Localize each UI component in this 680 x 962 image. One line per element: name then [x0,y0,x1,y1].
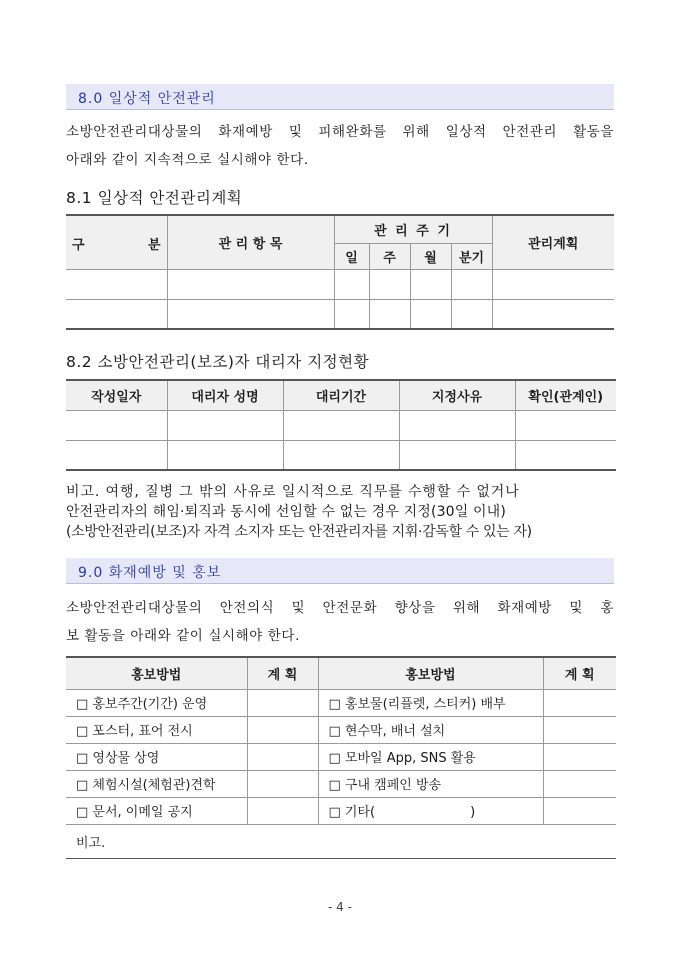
note-line-3: (소방안전관리(보조)자 자격 소지자 또는 안전관리자를 지휘·감독할 수 있는 자) [66,524,532,540]
table-cell[interactable] [334,269,369,299]
plan-cell[interactable] [543,797,616,824]
section-9-0-header [66,558,614,584]
section-8-2-title: 8.2 소방안전관리(보조)자 대리자 지정현황 [66,353,370,371]
table-row [66,269,614,299]
table-row [66,743,616,770]
plan-cell[interactable] [247,716,318,743]
plan-cell[interactable] [247,743,318,770]
table-cell[interactable] [451,299,492,329]
table-cell[interactable] [492,299,614,329]
table-cell[interactable] [167,269,334,299]
promo-item-right[interactable]: □ 기타( ) [318,797,543,824]
promo-item-left[interactable]: □ 영상물 상영 [66,743,247,770]
header-cycle-month: 월 [410,243,451,269]
deputy-designation-table [66,379,616,471]
table-cell[interactable] [66,299,167,329]
header-confirm: 확인(관계인) [515,380,616,410]
plan-cell[interactable] [247,797,318,824]
section-9-0-title: 9.0 화재예방 및 홍보 [78,565,222,581]
table-cell[interactable] [66,410,167,440]
plan-cell[interactable] [543,716,616,743]
section-8-0-header [66,84,614,110]
table-cell[interactable] [167,410,283,440]
table-cell[interactable] [283,440,399,470]
header-cycle-week: 주 [369,243,410,269]
section-9-0-line-1: 소방안전관리대상물의 안전의식 및 안전문화 향상을 위해 화재예방 및 홍 [66,600,614,616]
table-cell[interactable] [515,410,616,440]
header-gubun-right: 분 [147,238,161,253]
promo-note[interactable]: 비고. [66,824,616,858]
header-plan-right: 계 획 [543,657,616,689]
section-8-0-paragraph [66,118,614,174]
note-line-2: 안전관리자의 해임·퇴직과 동시에 선임할 수 없는 경우 지정(30일 이내) [66,504,506,520]
promo-item-right[interactable]: □ 홍보물(리플렛, 스티커) 배부 [318,689,543,716]
table-cell[interactable] [334,299,369,329]
header-deputy-name: 대리자 성명 [167,380,283,410]
table-cell[interactable] [410,269,451,299]
table-cell[interactable] [492,269,614,299]
plan-cell[interactable] [543,689,616,716]
promo-item-left[interactable]: □ 문서, 이메일 공지 [66,797,247,824]
plan-cell[interactable] [543,743,616,770]
table-row [66,689,616,716]
table-cell[interactable] [66,269,167,299]
section-9-0-line-2: 보 활동을 아래와 같이 실시해야 한다. [66,628,300,644]
header-method-right: 홍보방법 [318,657,543,689]
page-number: - 4 - [328,900,352,914]
section-9-0-paragraph [66,594,614,650]
table-cell[interactable] [369,269,410,299]
table-cell[interactable] [410,299,451,329]
header-plan-left: 계 획 [247,657,318,689]
header-cycle-day: 일 [334,243,369,269]
promotion-plan-table [66,656,616,859]
promo-item-left[interactable]: □ 포스터, 표어 전시 [66,716,247,743]
plan-cell[interactable] [247,770,318,797]
table-row [66,770,616,797]
table-cell[interactable] [369,299,410,329]
header-gubun-left: 구 [72,238,85,253]
table-row [66,410,616,440]
header-reason: 지정사유 [399,380,515,410]
daily-safety-plan-table [66,214,614,330]
section-8-1-title: 8.1 일상적 안전관리계획 [66,189,243,207]
section-8-2-note [66,482,614,542]
header-method-left: 홍보방법 [66,657,247,689]
table-row [66,797,616,824]
header-date: 작성일자 [66,380,167,410]
header-period: 대리기간 [283,380,399,410]
section-8-0-title: 8.0 일상적 안전관리 [78,91,216,107]
table-cell[interactable] [283,410,399,440]
promo-item-right[interactable]: □ 현수막, 배너 설치 [318,716,543,743]
table-cell[interactable] [167,440,283,470]
promo-item-left[interactable]: □ 체험시설(체험관)견학 [66,770,247,797]
table-cell[interactable] [399,410,515,440]
table-cell[interactable] [66,440,167,470]
table-row [66,440,616,470]
table-row [66,299,614,329]
header-cycle: 관 리 주 기 [334,215,492,243]
note-line-1: 비고. 여행, 질병 그 밖의 사유로 일시적으로 직무를 수행할 수 없거나 [66,484,520,500]
table-cell[interactable] [451,269,492,299]
header-item: 관 리 항 목 [167,215,334,269]
table-cell[interactable] [399,440,515,470]
plan-cell[interactable] [247,689,318,716]
section-8-0-line-2: 아래와 같이 지속적으로 실시해야 한다. [66,152,309,168]
header-plan: 관리계획 [492,215,614,269]
header-gubun [66,215,167,269]
section-8-0-line-1: 소방안전관리대상물의 화재예방 및 피해완화를 위해 일상적 안전관리 활동을 [66,124,614,140]
table-row [66,824,616,858]
promo-item-right[interactable]: □ 모바일 App, SNS 활용 [318,743,543,770]
promo-item-right[interactable]: □ 구내 캠페인 방송 [318,770,543,797]
table-cell[interactable] [515,440,616,470]
table-row [66,716,616,743]
plan-cell[interactable] [543,770,616,797]
table-cell[interactable] [167,299,334,329]
header-cycle-quarter: 분기 [451,243,492,269]
promo-item-left[interactable]: □ 홍보주간(기간) 운영 [66,689,247,716]
